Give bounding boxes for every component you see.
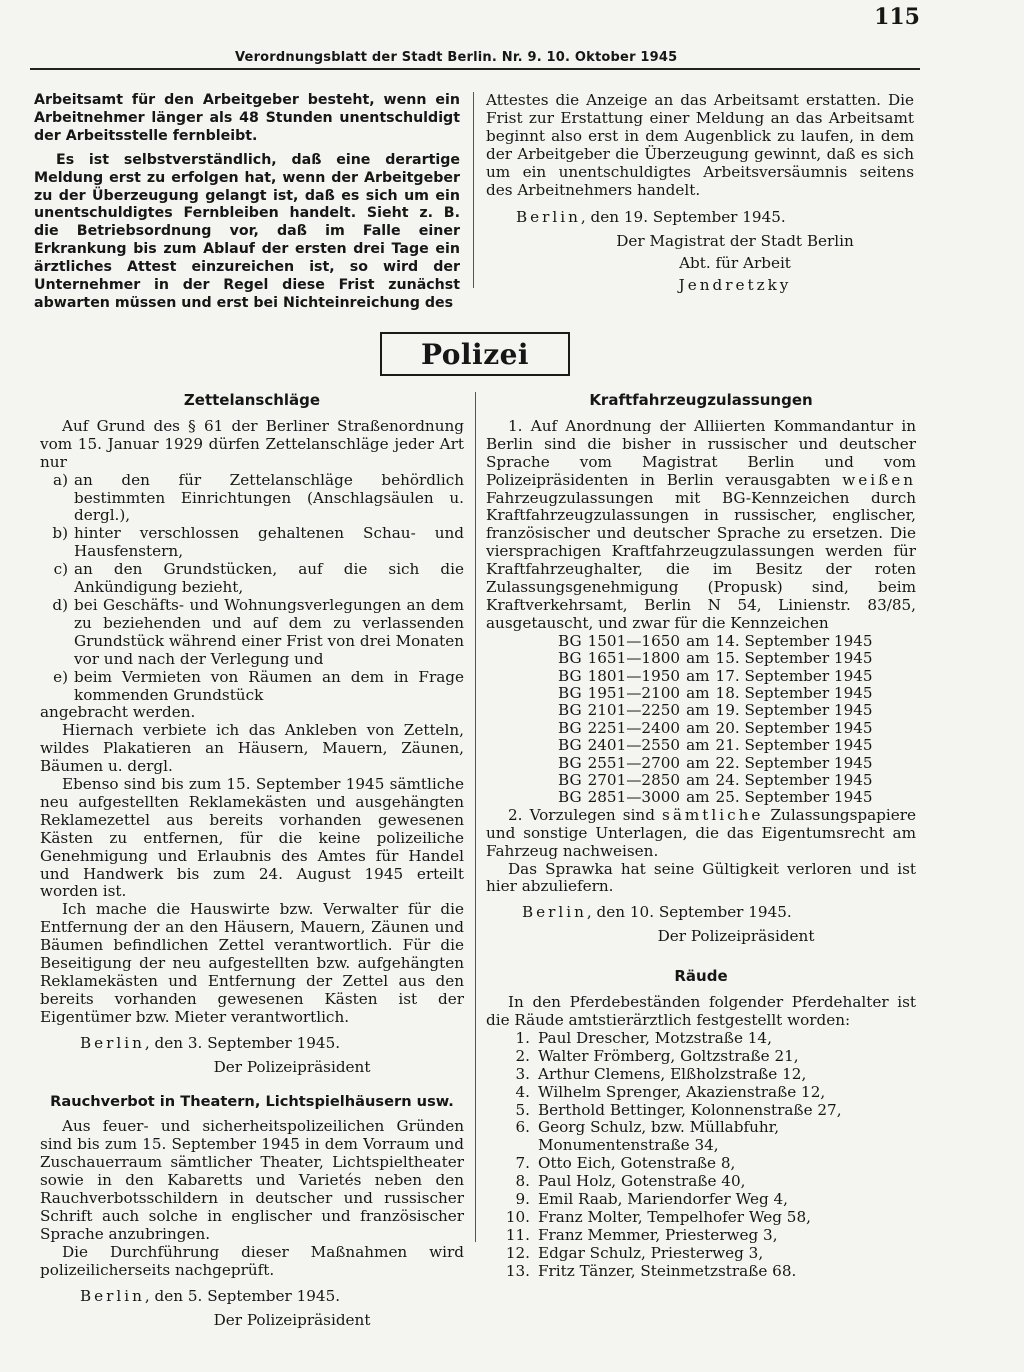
schedule-am: am — [686, 684, 710, 702]
entry-text: Walter Frömberg, Goltzstraße 21, — [538, 1046, 799, 1065]
schedule-date: 15. September 1945 — [715, 649, 873, 668]
table-row — [558, 789, 879, 806]
kfz-title: Kraftfahrzeugzulassungen — [589, 391, 813, 409]
entry-text: Fritz Tänzer, Steinmetzstraße 68. — [538, 1261, 797, 1280]
date-line — [40, 1288, 464, 1306]
table-row — [558, 772, 879, 789]
entry-text: Arthur Clemens, Elßholzstraße 12, — [538, 1064, 807, 1083]
entry-text: Franz Molter, Tempelhofer Weg 58, — [538, 1207, 811, 1226]
raeude-intro: In den Pferdebeständen folgender Pferdehalter ist die Räude amtstierärztlich festgestellt worden: — [486, 993, 916, 1029]
item-text: an den für Zettelanschläge behördlich bestimmten Einrichtungen (Anschlagsäulen u. dergl.), — [74, 470, 464, 525]
date-place: Berlin — [80, 1033, 145, 1052]
list-item — [40, 525, 464, 561]
signer: Der Polizeipräsident — [213, 1057, 371, 1076]
schedule-date: 20. September 1945 — [715, 718, 873, 737]
schedule-date: 22. September 1945 — [715, 753, 873, 772]
continuation-paragraph: Attestes die Anzeige an das Arbeitsamt erstatten. Die Frist zur Erstattung einer Meldung an das Arbeitsamt beginnt also erst in dem Augenblick zu laufen, in dem der Arbeitgeber die Überzeugung gewinnt, daß es sich um ein unentschuldigtes Arbeitsversäumnis seitens des Arbeitnehmers handelt. — [486, 91, 914, 199]
date-rest: , den 3. September 1945. — [144, 1033, 341, 1052]
schedule-am: am — [686, 718, 710, 737]
rauch-paragraph: Die Durchführung dieser Maßnahmen wird polizeilicherseits nachgeprüft. — [40, 1242, 464, 1279]
list-item — [40, 561, 464, 597]
list-item — [486, 1191, 916, 1209]
entry-text: Georg Schulz, bzw. Müllabfuhr, Monumentenstraße 34, — [538, 1118, 780, 1155]
item-text: bei Geschäfts- und Wohnungsverlegungen an dem zu beziehenden und auf dem zu verlassenden Grundstück während einer Frist von drei Monaten vor und nach der Verlegung und — [74, 595, 464, 668]
schedule-prefix: BG — [558, 701, 582, 720]
list-item — [486, 1048, 916, 1066]
date-line — [486, 904, 916, 922]
date-place: Berlin — [516, 208, 581, 227]
section-heading: Polizei — [380, 332, 570, 376]
top-left-column — [34, 92, 460, 313]
entry-number: 8. — [515, 1172, 530, 1191]
entry-number: 11. — [505, 1225, 530, 1244]
zettel-title: Zettelanschläge — [183, 391, 321, 409]
kfz-paragraph — [486, 807, 916, 861]
schedule-date: 14. September 1945 — [715, 631, 873, 650]
list-item — [486, 1155, 916, 1173]
kfz-emphasis: sämtliche — [662, 805, 764, 824]
entry-number: 3. — [515, 1064, 530, 1083]
rauch-title: Rauchverbot in Theatern, Lichtspielhäusern usw. — [50, 1092, 454, 1110]
signer: Der Polizeipräsident — [213, 1310, 371, 1329]
table-row — [558, 650, 879, 667]
list-item — [486, 1084, 916, 1102]
list-item — [486, 1209, 916, 1227]
entry-number: 9. — [515, 1190, 530, 1209]
list-item — [486, 1030, 916, 1048]
entry-text: Wilhelm Sprenger, Akazienstraße 12, — [538, 1082, 826, 1101]
schedule-am: am — [686, 701, 710, 720]
continuation-paragraph: Arbeitsamt für den Arbeitgeber besteht, wenn ein Arbeitnehmer länger als 48 Stunden unentschuldigt der Arbeitsstelle fernbleibt. — [34, 92, 460, 144]
signer: Der Polizeipräsident — [657, 927, 815, 946]
schedule-prefix: BG — [558, 649, 582, 668]
schedule-date: 24. September 1945 — [715, 771, 873, 790]
schedule-range: 2551—2700 — [587, 753, 681, 772]
item-label: e) — [53, 667, 68, 686]
list-item — [486, 1066, 916, 1084]
list-item — [40, 669, 464, 705]
entry-number: 1. — [515, 1028, 530, 1047]
kfz-text: 1. Auf Anordnung der Alliierten Kommandantur in Berlin sind die bisher in russischer und deutscher Sprache vom Magistrat Berlin und vom Polizeipräsidenten in Berlin verausgabten — [486, 416, 916, 489]
list-item — [486, 1102, 916, 1120]
zettel-paragraph: Ebenso sind bis zum 15. September 1945 sämtliche neu aufgestellten Reklamekästen und ausgehängten Reklamezettel aus bereits vorhanden gewesenen Kästen zu entfernen, für die keine polizeiliche Genehmigung und Erlaubnis des Amtes für Handel und Handwerk bis zum 24. August 1945 erteilt worden ist. — [40, 775, 464, 901]
entry-text: Edgar Schulz, Priesterweg 3, — [538, 1243, 764, 1262]
right-main-column — [486, 392, 916, 1281]
schedule-prefix: BG — [558, 684, 582, 702]
item-label: a) — [53, 470, 68, 489]
entry-text: Paul Drescher, Motzstraße 14, — [538, 1028, 772, 1047]
date-place: Berlin — [80, 1286, 145, 1305]
plate-schedule-table — [558, 633, 879, 807]
schedule-am: am — [686, 666, 710, 685]
entry-text: Emil Raab, Mariendorfer Weg 4, — [538, 1190, 789, 1209]
date-place: Berlin — [522, 903, 587, 922]
schedule-range: 1651—1800 — [587, 649, 681, 668]
entry-number: 5. — [515, 1100, 530, 1119]
entry-text: Franz Memmer, Priesterweg 3, — [538, 1225, 778, 1244]
authority: Der Magistrat der Stadt Berlin — [616, 232, 854, 251]
schedule-date: 19. September 1945 — [715, 701, 873, 720]
list-item — [486, 1263, 916, 1281]
table-row — [558, 755, 879, 772]
top-right-column — [486, 92, 914, 295]
zettel-after: angebracht werden. — [40, 703, 196, 722]
item-label: b) — [52, 524, 68, 543]
table-row — [558, 633, 879, 650]
entry-text: Berthold Bettinger, Kolonnenstraße 27, — [538, 1100, 842, 1119]
item-label: d) — [52, 595, 68, 614]
schedule-range: 1951—2100 — [587, 684, 681, 702]
date-line — [486, 209, 914, 227]
entry-text: Paul Holz, Gotenstraße 40, — [538, 1172, 746, 1191]
schedule-am: am — [686, 788, 710, 807]
table-row — [558, 668, 879, 685]
schedule-range: 2851—3000 — [587, 788, 681, 807]
schedule-prefix: BG — [558, 736, 582, 755]
list-item — [486, 1245, 916, 1263]
schedule-prefix: BG — [558, 666, 582, 685]
signer: Jendretzky — [678, 276, 792, 295]
schedule-am: am — [686, 649, 710, 668]
date-rest: , den 10. September 1945. — [586, 903, 792, 922]
schedule-range: 2101—2250 — [587, 701, 681, 720]
kfz-paragraph: Das Sprawka hat seine Gültigkeit verloren und ist hier abzuliefern. — [486, 859, 916, 896]
item-text: an den Grundstücken, auf die sich die Ankündigung bezieht, — [74, 560, 464, 597]
item-text: beim Vermieten von Räumen an dem in Frage kommenden Grundstück — [74, 667, 464, 704]
raeude-list — [486, 1030, 916, 1281]
entry-number: 4. — [515, 1082, 530, 1101]
item-label: c) — [53, 560, 68, 579]
raeude-title: Räude — [674, 967, 728, 986]
entry-number: 10. — [505, 1207, 530, 1226]
kfz-paragraph — [486, 418, 916, 633]
schedule-am: am — [686, 631, 710, 650]
entry-number: 12. — [505, 1243, 530, 1262]
schedule-date: 21. September 1945 — [715, 736, 873, 755]
list-item — [40, 597, 464, 669]
schedule-range: 1801—1950 — [587, 666, 681, 685]
kfz-text: Zulassungspapiere und sonstige Unterlagen, die das Eigentumsrecht am Fahrzeug nachweisen. — [486, 805, 916, 860]
entry-number: 6. — [515, 1118, 530, 1137]
entry-number: 13. — [505, 1261, 530, 1280]
schedule-date: 17. September 1945 — [715, 666, 873, 685]
continuation-paragraph: Es ist selbstverständlich, daß eine derartige Meldung erst zu erfolgen hat, wenn der Arbeitgeber zu der Überzeugung gelangt ist, daß es sich um ein unentschuldigtes Fernbleiben handelt. Sieht z. B. die Betriebsordnung vor, daß im Falle einer Erkrankung bis zum Ablauf der ersten drei Tage ein ärztliches Attest einzureichen ist, so wird der Unternehmer in der Regel diese Frist zunächst abwarten müssen und erst bei Nichteinreichung des — [34, 151, 460, 311]
schedule-am: am — [686, 753, 710, 772]
schedule-prefix: BG — [558, 718, 582, 737]
zettel-intro: Auf Grund des § 61 der Berliner Straßenordnung vom 15. Januar 1929 dürfen Zettelanschläge jeder Art nur — [40, 416, 464, 471]
schedule-prefix: BG — [558, 753, 582, 772]
schedule-prefix: BG — [558, 788, 582, 807]
date-rest: , den 5. September 1945. — [144, 1286, 341, 1305]
entry-text: Otto Eich, Gotenstraße 8, — [538, 1154, 736, 1173]
page-number: 115 — [874, 4, 920, 30]
schedule-range: 2701—2850 — [587, 771, 681, 790]
table-row — [558, 685, 879, 702]
table-row — [558, 702, 879, 719]
kfz-text: Fahrzeugzulassungen mit BG-Kennzeichen durch Kraftfahrzeugzulassungen in russischer, englischer, französischer und deutscher Sprache zu ersetzen. Die viersprachigen Kraftfahrzeugzulassungen werden für Kraftfahrzeughalter, die im Besitz der roten Zulassungsgenehmigung (Propusk) sind, beim Kraftverkehrsamt, Berlin N 54, Linienstr. 83/85, ausgetauscht, und zwar für die Kennzeichen — [486, 488, 916, 632]
list-item — [486, 1173, 916, 1191]
date-rest: , den 19. September 1945. — [580, 208, 786, 227]
column-divider — [473, 92, 474, 288]
kfz-text: 2. Vorzulegen sind — [508, 805, 663, 824]
running-head: Verordnungsblatt der Stadt Berlin. Nr. 9. 10. Oktober 1945 — [235, 50, 678, 65]
date-line — [40, 1035, 464, 1053]
zettel-paragraph: Ich mache die Hauswirte bzw. Verwalter für die Entfernung der an den Häusern, Mauern, Zäunen und Bäumen befindlichen Zettel verantwortlich. Für die Beseitigung der neu aufgestellten bzw. aufgehängten Reklamekästen und Entfernung der Zettel aus den bereits vorhanden gewesenen Kästen ist der Eigentümer bzw. Mieter verantwortlich. — [40, 900, 464, 1026]
schedule-date: 18. September 1945 — [715, 684, 873, 702]
table-row — [558, 737, 879, 754]
schedule-prefix: BG — [558, 771, 582, 790]
entry-number: 2. — [515, 1046, 530, 1065]
item-text: hinter verschlossen gehaltenen Schau- und Hausfenstern, — [74, 524, 464, 561]
list-item — [486, 1119, 916, 1155]
schedule-range: 1501—1650 — [587, 631, 681, 650]
table-row — [558, 720, 879, 737]
schedule-am: am — [686, 736, 710, 755]
left-main-column — [40, 392, 464, 1329]
entry-number: 7. — [515, 1154, 530, 1173]
schedule-prefix: BG — [558, 631, 582, 650]
schedule-range: 2401—2550 — [587, 736, 681, 755]
header-rule — [30, 68, 920, 70]
schedule-date: 25. September 1945 — [715, 788, 873, 807]
kfz-emphasis: weißen — [842, 470, 916, 489]
rauch-paragraph: Aus feuer- und sicherheitspolizeilichen Gründen sind bis zum 15. September 1945 in dem Vorraum und Zuschauerraum sämtlicher Theater, Lichtspieltheater sowie in den Kabaretts und Varietés neben den Rauchverbotsschildern in deutscher und russischer Schrift auch solche in englischer und französischer Sprache anzubringen. — [40, 1117, 464, 1243]
list-item — [486, 1227, 916, 1245]
zettel-paragraph: Hiernach verbiete ich das Ankleben von Zetteln, wildes Plakatieren an Häusern, Mauern, Zäunen, Bäumen u. dergl. — [40, 721, 464, 776]
department: Abt. für Arbeit — [679, 254, 791, 273]
schedule-range: 2251—2400 — [587, 718, 681, 737]
column-divider — [475, 392, 476, 1242]
list-item — [40, 472, 464, 526]
schedule-am: am — [686, 771, 710, 790]
